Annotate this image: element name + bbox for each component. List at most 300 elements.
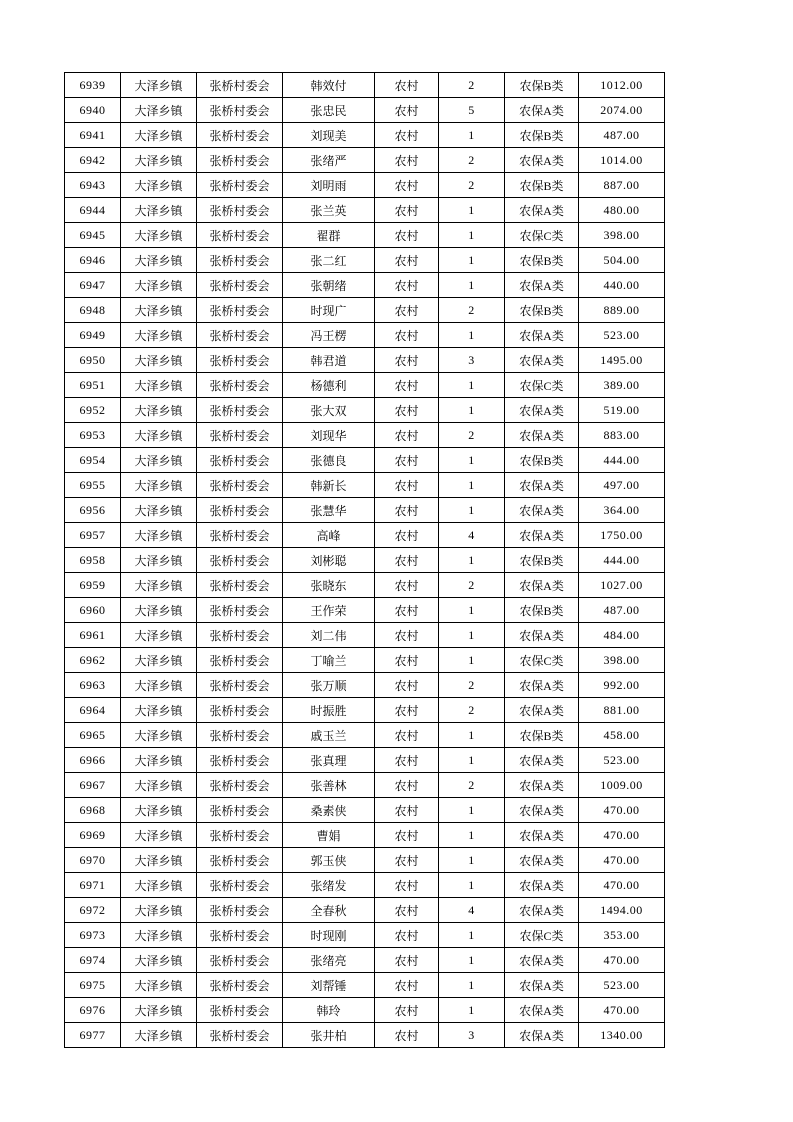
cell-serial_no: 6945 [65, 223, 121, 248]
cell-name: 张真理 [283, 748, 375, 773]
table-row [65, 998, 665, 1023]
cell-village_committee: 张桥村委会 [197, 123, 283, 148]
cell-village_committee: 张桥村委会 [197, 898, 283, 923]
cell-village_committee: 张桥村委会 [197, 698, 283, 723]
cell-village_committee: 张桥村委会 [197, 798, 283, 823]
records-table [64, 72, 665, 1048]
cell-amount: 470.00 [579, 948, 665, 973]
cell-amount: 470.00 [579, 998, 665, 1023]
cell-person_count: 1 [439, 948, 505, 973]
cell-residence_type: 农村 [375, 723, 439, 748]
cell-amount: 458.00 [579, 723, 665, 748]
cell-person_count: 2 [439, 73, 505, 98]
cell-residence_type: 农村 [375, 798, 439, 823]
cell-person_count: 1 [439, 223, 505, 248]
table-row [65, 323, 665, 348]
cell-insurance_category: 农保B类 [505, 298, 579, 323]
cell-person_count: 1 [439, 923, 505, 948]
cell-name: 桑素侠 [283, 798, 375, 823]
cell-amount: 887.00 [579, 173, 665, 198]
cell-village_committee: 张桥村委会 [197, 198, 283, 223]
cell-village_committee: 张桥村委会 [197, 273, 283, 298]
cell-village_committee: 张桥村委会 [197, 173, 283, 198]
table-row [65, 548, 665, 573]
cell-village_committee: 张桥村委会 [197, 73, 283, 98]
cell-village_committee: 张桥村委会 [197, 98, 283, 123]
table-row [65, 848, 665, 873]
cell-residence_type: 农村 [375, 573, 439, 598]
cell-insurance_category: 农保A类 [505, 198, 579, 223]
table-row [65, 148, 665, 173]
cell-amount: 487.00 [579, 123, 665, 148]
cell-name: 刘现华 [283, 423, 375, 448]
cell-person_count: 1 [439, 373, 505, 398]
table-row [65, 923, 665, 948]
cell-name: 刘二伟 [283, 623, 375, 648]
cell-name: 戚玉兰 [283, 723, 375, 748]
cell-name: 刘彬聪 [283, 548, 375, 573]
cell-person_count: 2 [439, 148, 505, 173]
table-row [65, 573, 665, 598]
cell-name: 韩玲 [283, 998, 375, 1023]
cell-residence_type: 农村 [375, 748, 439, 773]
cell-name: 张善林 [283, 773, 375, 798]
cell-residence_type: 农村 [375, 698, 439, 723]
cell-residence_type: 农村 [375, 598, 439, 623]
cell-name: 王作荣 [283, 598, 375, 623]
cell-residence_type: 农村 [375, 448, 439, 473]
cell-name: 张井柏 [283, 1023, 375, 1048]
cell-insurance_category: 农保A类 [505, 948, 579, 973]
cell-town: 大泽乡镇 [121, 273, 197, 298]
cell-town: 大泽乡镇 [121, 548, 197, 573]
cell-residence_type: 农村 [375, 248, 439, 273]
table-row [65, 248, 665, 273]
cell-town: 大泽乡镇 [121, 198, 197, 223]
table-row [65, 298, 665, 323]
cell-residence_type: 农村 [375, 373, 439, 398]
cell-name: 张晓东 [283, 573, 375, 598]
table-row [65, 623, 665, 648]
cell-village_committee: 张桥村委会 [197, 423, 283, 448]
cell-person_count: 1 [439, 323, 505, 348]
table-row [65, 448, 665, 473]
cell-residence_type: 农村 [375, 523, 439, 548]
cell-insurance_category: 农保B类 [505, 598, 579, 623]
cell-village_committee: 张桥村委会 [197, 498, 283, 523]
cell-name: 刘帮锤 [283, 973, 375, 998]
cell-person_count: 1 [439, 873, 505, 898]
cell-insurance_category: 农保B类 [505, 723, 579, 748]
table-row [65, 723, 665, 748]
table-row [65, 73, 665, 98]
cell-village_committee: 张桥村委会 [197, 373, 283, 398]
cell-residence_type: 农村 [375, 623, 439, 648]
cell-village_committee: 张桥村委会 [197, 248, 283, 273]
cell-insurance_category: 农保A类 [505, 823, 579, 848]
cell-village_committee: 张桥村委会 [197, 848, 283, 873]
cell-village_committee: 张桥村委会 [197, 648, 283, 673]
cell-amount: 497.00 [579, 473, 665, 498]
cell-serial_no: 6974 [65, 948, 121, 973]
cell-name: 张德良 [283, 448, 375, 473]
cell-village_committee: 张桥村委会 [197, 323, 283, 348]
cell-serial_no: 6977 [65, 1023, 121, 1048]
cell-serial_no: 6951 [65, 373, 121, 398]
cell-amount: 484.00 [579, 623, 665, 648]
cell-town: 大泽乡镇 [121, 398, 197, 423]
cell-town: 大泽乡镇 [121, 723, 197, 748]
table-row [65, 598, 665, 623]
cell-serial_no: 6968 [65, 798, 121, 823]
cell-residence_type: 农村 [375, 848, 439, 873]
cell-insurance_category: 农保A类 [505, 848, 579, 873]
cell-town: 大泽乡镇 [121, 598, 197, 623]
cell-village_committee: 张桥村委会 [197, 298, 283, 323]
table-row [65, 373, 665, 398]
cell-residence_type: 农村 [375, 198, 439, 223]
cell-person_count: 1 [439, 398, 505, 423]
cell-village_committee: 张桥村委会 [197, 448, 283, 473]
cell-serial_no: 6972 [65, 898, 121, 923]
cell-name: 丁喻兰 [283, 648, 375, 673]
cell-name: 张绪发 [283, 873, 375, 898]
cell-insurance_category: 农保A类 [505, 1023, 579, 1048]
cell-serial_no: 6963 [65, 673, 121, 698]
cell-town: 大泽乡镇 [121, 448, 197, 473]
cell-insurance_category: 农保A类 [505, 998, 579, 1023]
cell-serial_no: 6962 [65, 648, 121, 673]
cell-residence_type: 农村 [375, 498, 439, 523]
cell-town: 大泽乡镇 [121, 573, 197, 598]
cell-town: 大泽乡镇 [121, 898, 197, 923]
cell-town: 大泽乡镇 [121, 773, 197, 798]
cell-serial_no: 6950 [65, 348, 121, 373]
cell-village_committee: 张桥村委会 [197, 748, 283, 773]
cell-village_committee: 张桥村委会 [197, 1023, 283, 1048]
cell-village_committee: 张桥村委会 [197, 148, 283, 173]
table-row [65, 348, 665, 373]
cell-amount: 470.00 [579, 823, 665, 848]
cell-village_committee: 张桥村委会 [197, 873, 283, 898]
cell-residence_type: 农村 [375, 223, 439, 248]
cell-name: 韩效付 [283, 73, 375, 98]
cell-residence_type: 农村 [375, 173, 439, 198]
cell-serial_no: 6965 [65, 723, 121, 748]
cell-name: 张慧华 [283, 498, 375, 523]
cell-residence_type: 农村 [375, 648, 439, 673]
cell-town: 大泽乡镇 [121, 348, 197, 373]
records-table-body [65, 73, 665, 1048]
cell-serial_no: 6954 [65, 448, 121, 473]
table-row [65, 798, 665, 823]
cell-town: 大泽乡镇 [121, 98, 197, 123]
cell-serial_no: 6947 [65, 273, 121, 298]
cell-insurance_category: 农保A类 [505, 573, 579, 598]
cell-insurance_category: 农保B类 [505, 173, 579, 198]
cell-serial_no: 6961 [65, 623, 121, 648]
cell-name: 张兰英 [283, 198, 375, 223]
cell-amount: 1027.00 [579, 573, 665, 598]
cell-insurance_category: 农保A类 [505, 798, 579, 823]
cell-person_count: 1 [439, 198, 505, 223]
cell-name: 全春秋 [283, 898, 375, 923]
cell-village_committee: 张桥村委会 [197, 973, 283, 998]
cell-town: 大泽乡镇 [121, 698, 197, 723]
cell-amount: 444.00 [579, 448, 665, 473]
cell-name: 冯王楞 [283, 323, 375, 348]
cell-insurance_category: 农保A类 [505, 523, 579, 548]
cell-person_count: 3 [439, 1023, 505, 1048]
cell-amount: 389.00 [579, 373, 665, 398]
cell-residence_type: 农村 [375, 98, 439, 123]
cell-town: 大泽乡镇 [121, 523, 197, 548]
cell-residence_type: 农村 [375, 423, 439, 448]
cell-person_count: 5 [439, 98, 505, 123]
cell-village_committee: 张桥村委会 [197, 998, 283, 1023]
cell-town: 大泽乡镇 [121, 623, 197, 648]
cell-town: 大泽乡镇 [121, 648, 197, 673]
cell-amount: 444.00 [579, 548, 665, 573]
table-row [65, 648, 665, 673]
cell-person_count: 1 [439, 798, 505, 823]
cell-name: 张绪亮 [283, 948, 375, 973]
cell-village_committee: 张桥村委会 [197, 948, 283, 973]
cell-serial_no: 6956 [65, 498, 121, 523]
cell-serial_no: 6960 [65, 598, 121, 623]
table-row [65, 773, 665, 798]
cell-serial_no: 6952 [65, 398, 121, 423]
cell-serial_no: 6955 [65, 473, 121, 498]
cell-name: 张大双 [283, 398, 375, 423]
cell-town: 大泽乡镇 [121, 423, 197, 448]
cell-amount: 470.00 [579, 873, 665, 898]
cell-serial_no: 6973 [65, 923, 121, 948]
cell-person_count: 2 [439, 298, 505, 323]
cell-name: 时振胜 [283, 698, 375, 723]
table-row [65, 423, 665, 448]
cell-person_count: 1 [439, 548, 505, 573]
cell-amount: 440.00 [579, 273, 665, 298]
cell-town: 大泽乡镇 [121, 223, 197, 248]
cell-amount: 523.00 [579, 323, 665, 348]
cell-serial_no: 6949 [65, 323, 121, 348]
table-row [65, 1023, 665, 1048]
cell-amount: 398.00 [579, 223, 665, 248]
cell-person_count: 1 [439, 448, 505, 473]
cell-name: 张绪严 [283, 148, 375, 173]
cell-residence_type: 农村 [375, 823, 439, 848]
cell-village_committee: 张桥村委会 [197, 573, 283, 598]
cell-amount: 504.00 [579, 248, 665, 273]
cell-serial_no: 6946 [65, 248, 121, 273]
cell-serial_no: 6967 [65, 773, 121, 798]
cell-town: 大泽乡镇 [121, 148, 197, 173]
cell-serial_no: 6941 [65, 123, 121, 148]
cell-person_count: 1 [439, 123, 505, 148]
cell-town: 大泽乡镇 [121, 798, 197, 823]
cell-residence_type: 农村 [375, 948, 439, 973]
table-row [65, 98, 665, 123]
cell-amount: 470.00 [579, 798, 665, 823]
cell-person_count: 1 [439, 623, 505, 648]
cell-amount: 1012.00 [579, 73, 665, 98]
cell-insurance_category: 农保A类 [505, 423, 579, 448]
cell-residence_type: 农村 [375, 773, 439, 798]
cell-amount: 889.00 [579, 298, 665, 323]
table-row [65, 398, 665, 423]
cell-serial_no: 6942 [65, 148, 121, 173]
table-row [65, 498, 665, 523]
cell-residence_type: 农村 [375, 148, 439, 173]
cell-town: 大泽乡镇 [121, 948, 197, 973]
cell-person_count: 1 [439, 998, 505, 1023]
cell-town: 大泽乡镇 [121, 973, 197, 998]
cell-insurance_category: 农保C类 [505, 648, 579, 673]
cell-amount: 1494.00 [579, 898, 665, 923]
cell-village_committee: 张桥村委会 [197, 348, 283, 373]
cell-insurance_category: 农保A类 [505, 698, 579, 723]
cell-name: 时现广 [283, 298, 375, 323]
cell-insurance_category: 农保B类 [505, 123, 579, 148]
cell-insurance_category: 农保C类 [505, 223, 579, 248]
cell-town: 大泽乡镇 [121, 498, 197, 523]
cell-town: 大泽乡镇 [121, 923, 197, 948]
cell-name: 刘现美 [283, 123, 375, 148]
cell-village_committee: 张桥村委会 [197, 473, 283, 498]
table-row [65, 273, 665, 298]
cell-amount: 1009.00 [579, 773, 665, 798]
cell-residence_type: 农村 [375, 273, 439, 298]
cell-name: 张二红 [283, 248, 375, 273]
cell-village_committee: 张桥村委会 [197, 623, 283, 648]
cell-person_count: 2 [439, 698, 505, 723]
cell-amount: 1750.00 [579, 523, 665, 548]
cell-town: 大泽乡镇 [121, 373, 197, 398]
cell-serial_no: 6976 [65, 998, 121, 1023]
cell-amount: 1495.00 [579, 348, 665, 373]
cell-person_count: 2 [439, 423, 505, 448]
cell-town: 大泽乡镇 [121, 473, 197, 498]
cell-amount: 881.00 [579, 698, 665, 723]
cell-insurance_category: 农保B类 [505, 73, 579, 98]
cell-residence_type: 农村 [375, 473, 439, 498]
cell-insurance_category: 农保A类 [505, 623, 579, 648]
cell-insurance_category: 农保C类 [505, 923, 579, 948]
cell-village_committee: 张桥村委会 [197, 823, 283, 848]
cell-town: 大泽乡镇 [121, 323, 197, 348]
cell-residence_type: 农村 [375, 323, 439, 348]
cell-serial_no: 6944 [65, 198, 121, 223]
cell-insurance_category: 农保A类 [505, 873, 579, 898]
cell-residence_type: 农村 [375, 398, 439, 423]
cell-insurance_category: 农保A类 [505, 473, 579, 498]
cell-serial_no: 6953 [65, 423, 121, 448]
table-row [65, 823, 665, 848]
table-row [65, 523, 665, 548]
cell-amount: 364.00 [579, 498, 665, 523]
cell-residence_type: 农村 [375, 673, 439, 698]
cell-serial_no: 6966 [65, 748, 121, 773]
cell-amount: 523.00 [579, 748, 665, 773]
cell-residence_type: 农村 [375, 1023, 439, 1048]
cell-name: 张朝绪 [283, 273, 375, 298]
cell-person_count: 4 [439, 898, 505, 923]
cell-residence_type: 农村 [375, 923, 439, 948]
cell-name: 张万顺 [283, 673, 375, 698]
cell-insurance_category: 农保A类 [505, 773, 579, 798]
cell-town: 大泽乡镇 [121, 848, 197, 873]
cell-name: 翟群 [283, 223, 375, 248]
cell-amount: 2074.00 [579, 98, 665, 123]
cell-serial_no: 6964 [65, 698, 121, 723]
cell-serial_no: 6957 [65, 523, 121, 548]
cell-name: 韩君道 [283, 348, 375, 373]
cell-amount: 883.00 [579, 423, 665, 448]
table-row [65, 973, 665, 998]
cell-insurance_category: 农保A类 [505, 323, 579, 348]
cell-person_count: 1 [439, 248, 505, 273]
cell-village_committee: 张桥村委会 [197, 523, 283, 548]
cell-insurance_category: 农保A类 [505, 273, 579, 298]
cell-insurance_category: 农保B类 [505, 248, 579, 273]
cell-amount: 1340.00 [579, 1023, 665, 1048]
cell-person_count: 1 [439, 598, 505, 623]
cell-town: 大泽乡镇 [121, 248, 197, 273]
cell-residence_type: 农村 [375, 73, 439, 98]
cell-person_count: 2 [439, 773, 505, 798]
cell-serial_no: 6948 [65, 298, 121, 323]
cell-amount: 480.00 [579, 198, 665, 223]
table-row [65, 173, 665, 198]
cell-amount: 398.00 [579, 648, 665, 673]
cell-insurance_category: 农保A类 [505, 348, 579, 373]
cell-insurance_category: 农保A类 [505, 673, 579, 698]
cell-person_count: 4 [439, 523, 505, 548]
cell-town: 大泽乡镇 [121, 748, 197, 773]
cell-person_count: 1 [439, 648, 505, 673]
cell-residence_type: 农村 [375, 548, 439, 573]
cell-town: 大泽乡镇 [121, 823, 197, 848]
cell-village_committee: 张桥村委会 [197, 598, 283, 623]
cell-serial_no: 6975 [65, 973, 121, 998]
cell-name: 杨德利 [283, 373, 375, 398]
cell-name: 高峰 [283, 523, 375, 548]
cell-name: 时现刚 [283, 923, 375, 948]
cell-serial_no: 6970 [65, 848, 121, 873]
cell-serial_no: 6958 [65, 548, 121, 573]
cell-town: 大泽乡镇 [121, 998, 197, 1023]
cell-insurance_category: 农保A类 [505, 398, 579, 423]
table-row [65, 673, 665, 698]
cell-residence_type: 农村 [375, 348, 439, 373]
cell-amount: 992.00 [579, 673, 665, 698]
table-row [65, 473, 665, 498]
cell-serial_no: 6939 [65, 73, 121, 98]
cell-village_committee: 张桥村委会 [197, 723, 283, 748]
cell-insurance_category: 农保A类 [505, 973, 579, 998]
cell-town: 大泽乡镇 [121, 873, 197, 898]
cell-serial_no: 6969 [65, 823, 121, 848]
cell-village_committee: 张桥村委会 [197, 398, 283, 423]
cell-name: 张忠民 [283, 98, 375, 123]
cell-person_count: 2 [439, 573, 505, 598]
cell-amount: 470.00 [579, 848, 665, 873]
table-row [65, 198, 665, 223]
cell-insurance_category: 农保C类 [505, 373, 579, 398]
cell-person_count: 1 [439, 848, 505, 873]
cell-person_count: 2 [439, 673, 505, 698]
